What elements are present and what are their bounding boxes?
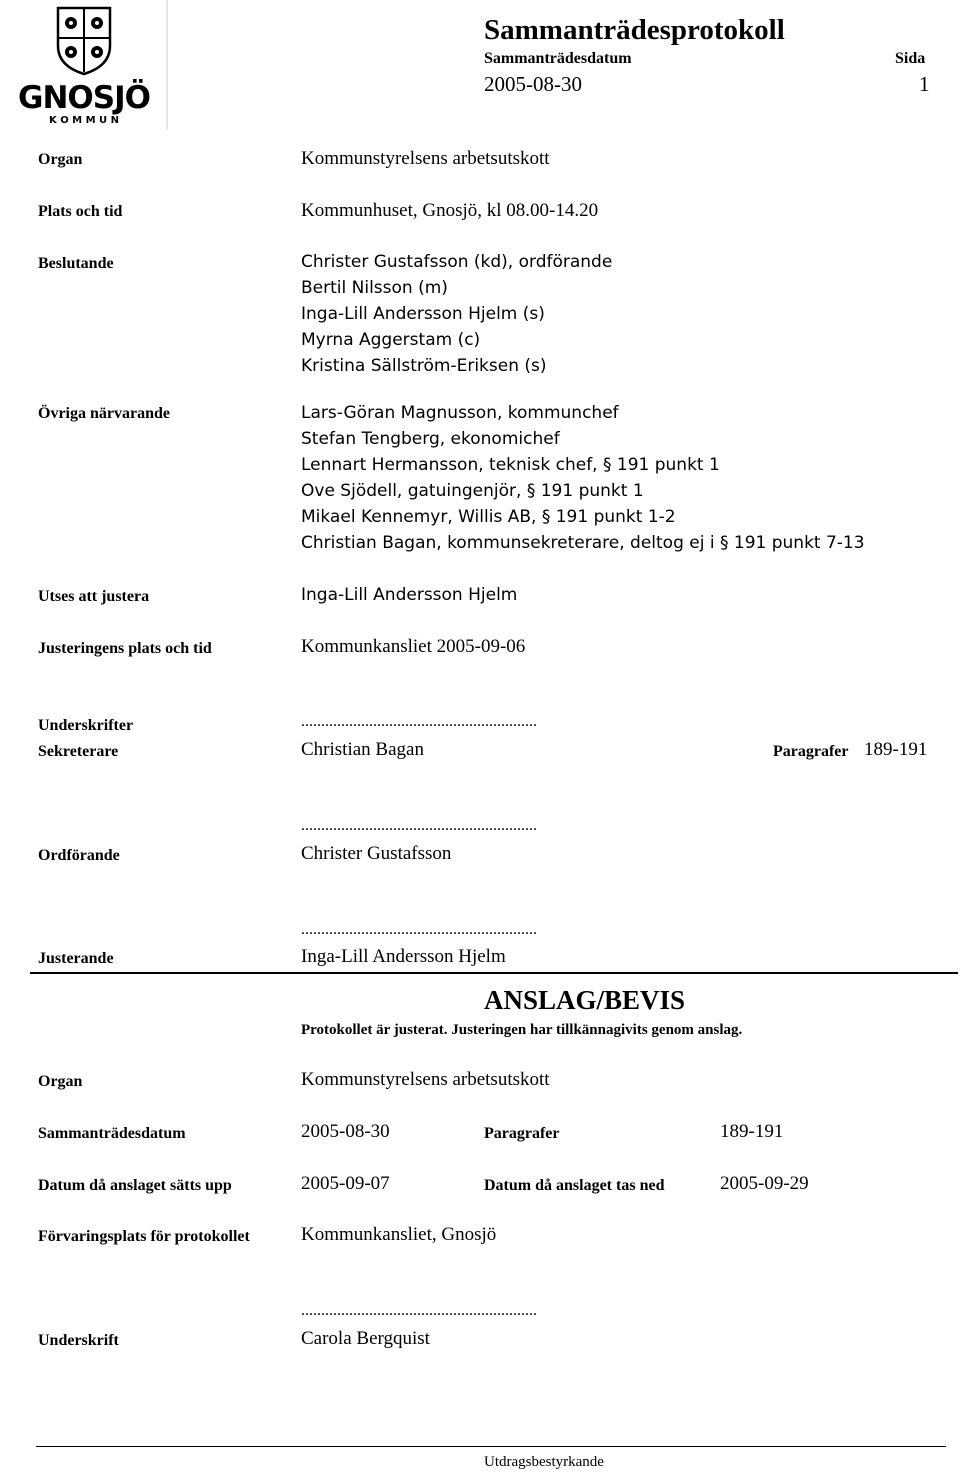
footer-divider	[36, 1446, 946, 1447]
secretary-label: Sekreterare	[38, 743, 119, 760]
chair-name: Christer Gustafsson	[301, 843, 452, 864]
other-attendee: Stefan Tengberg, ekonomichef	[301, 429, 560, 449]
signatures-label: Underskrifter	[38, 717, 134, 734]
adjuster-sign-name: Inga-Lill Andersson Hjelm	[301, 946, 506, 967]
adjuster-label: Utses att justera	[38, 588, 150, 605]
sign-label: Underskrift	[38, 1332, 119, 1349]
deciding-member: Bertil Nilsson (m)	[301, 278, 448, 298]
organ-label: Organ	[38, 151, 83, 168]
adjuster-sign-label: Justerande	[38, 950, 114, 967]
sign-name: Carola Bergquist	[301, 1328, 430, 1349]
signature-line: ...........................................................	[301, 1302, 537, 1319]
notice-date-value: 2005-08-30	[301, 1121, 390, 1142]
storage-label: Förvaringsplats för protokollet	[38, 1228, 250, 1245]
notice-paragraphs-value: 189-191	[720, 1121, 784, 1142]
notice-organ-label: Organ	[38, 1073, 83, 1090]
municipality-logo	[0, 0, 168, 130]
logo-subtitle: K O M M U N	[48, 115, 120, 126]
posted-value: 2005-09-07	[301, 1173, 390, 1194]
page-number: 1	[919, 72, 930, 96]
other-attendee: Lennart Hermansson, teknisk chef, § 191 punkt 1	[301, 455, 720, 475]
notice-date-label: Sammanträdesdatum	[38, 1125, 186, 1142]
other-attendee: Lars-Göran Magnusson, kommunchef	[301, 403, 619, 423]
removed-label: Datum då anslaget tas ned	[484, 1177, 665, 1194]
secretary-name: Christian Bagan	[301, 739, 424, 760]
adjuster-value: Inga-Lill Andersson Hjelm	[301, 585, 518, 605]
document-title: Sammanträdesprotokoll	[484, 14, 785, 46]
deciding-member: Christer Gustafsson (kd), ordförande	[301, 252, 613, 272]
deciding-member: Kristina Sällström-Eriksen (s)	[301, 356, 547, 376]
meeting-date-value: 2005-08-30	[484, 72, 582, 96]
storage-value: Kommunkansliet, Gnosjö	[301, 1224, 497, 1245]
notice-organ-value: Kommunstyrelsens arbetsutskott	[301, 1069, 550, 1090]
signature-line: ...........................................................	[301, 817, 537, 834]
section-divider	[30, 972, 958, 974]
other-attendee: Mikael Kennemyr, Willis AB, § 191 punkt 1-2	[301, 507, 676, 527]
notice-title: ANSLAG/BEVIS	[484, 985, 686, 1015]
deciding-member: Inga-Lill Andersson Hjelm (s)	[301, 304, 545, 324]
chair-label: Ordförande	[38, 847, 120, 864]
coat-of-arms-icon	[0, 0, 168, 130]
logo-wordmark: GNOSJÖ	[18, 80, 150, 116]
adjust-place-value: Kommunkansliet 2005-09-06	[301, 636, 526, 657]
other-attendee: Ove Sjödell, gatuingenjör, § 191 punkt 1	[301, 481, 644, 501]
notice-paragraphs-label: Paragrafer	[484, 1125, 560, 1142]
removed-value: 2005-09-29	[720, 1173, 809, 1194]
page-label: Sida	[895, 50, 926, 67]
organ-value: Kommunstyrelsens arbetsutskott	[301, 148, 550, 169]
meeting-date-label: Sammanträdesdatum	[484, 50, 632, 67]
signature-line: ...........................................................	[301, 921, 537, 938]
posted-label: Datum då anslaget sätts upp	[38, 1177, 232, 1194]
adjust-place-label: Justeringens plats och tid	[38, 640, 212, 657]
paragraphs-label: Paragrafer	[773, 743, 849, 760]
notice-subtitle: Protokollet är justerat. Justeringen har tillkännagivits genom anslag.	[301, 1022, 743, 1038]
signature-line: ...........................................................	[301, 713, 537, 730]
paragraphs-value: 189-191	[864, 739, 928, 760]
others-label: Övriga närvarande	[38, 405, 170, 422]
place-value: Kommunhuset, Gnosjö, kl 08.00-14.20	[301, 200, 599, 221]
other-attendee: Christian Bagan, kommunsekreterare, deltog ej i § 191 punkt 7-13	[301, 533, 865, 553]
deciding-label: Beslutande	[38, 255, 114, 272]
footer-label: Utdragsbestyrkande	[484, 1454, 604, 1470]
deciding-member: Myrna Aggerstam (c)	[301, 330, 481, 350]
place-label: Plats och tid	[38, 203, 123, 220]
